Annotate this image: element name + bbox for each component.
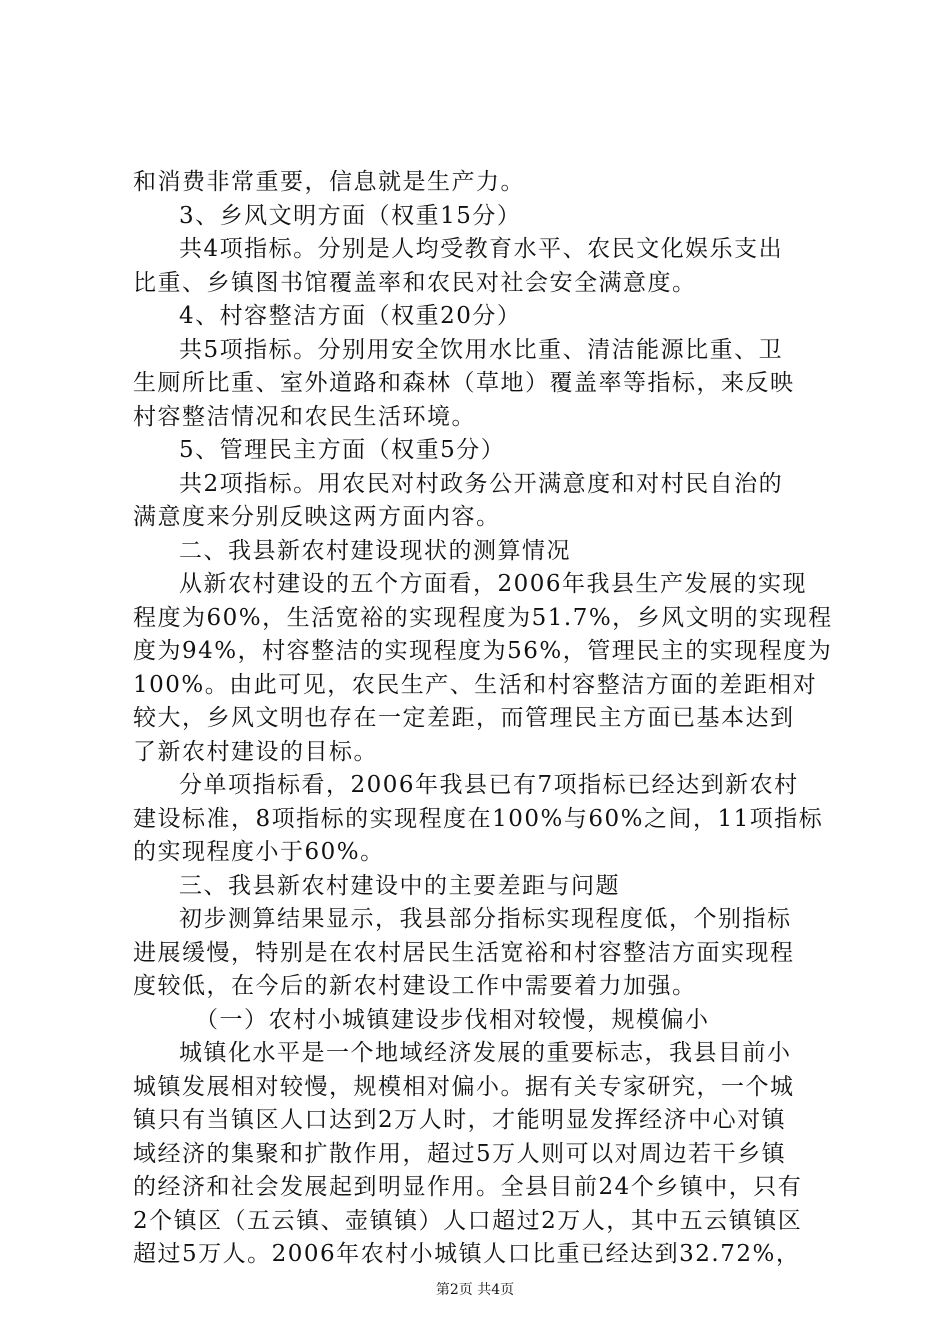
- text-line: 度较低，在今后的新农村建设工作中需要着力加强。: [133, 973, 697, 999]
- text-line: 镇只有当镇区人口达到2万人时，才能明显发挥经济中心对镇: [133, 1107, 787, 1133]
- text-line: （一）农村小城镇建设步伐相对较慢，规模偏小: [195, 1006, 710, 1033]
- text-line: 3、乡风文明方面（权重15分）: [179, 202, 522, 229]
- text-line: 共4项指标。分别是人均受教育水平、农民文化娱乐支出: [179, 236, 784, 262]
- text-line: 城镇发展相对较慢，规模相对偏小。据有关专家研究，一个城: [133, 1073, 795, 1100]
- text-line: 三、我县新农村建设中的主要差距与问题: [179, 872, 620, 899]
- text-line: 域经济的集聚和扩散作用，超过5万人则可以对周边若干乡镇: [133, 1140, 787, 1167]
- text-line: 较大，乡风文明也存在一定差距，而管理民主方面已基本达到: [133, 705, 795, 731]
- text-line: 和消费非常重要，信息就是生产力。: [133, 169, 525, 195]
- text-line: 的经济和社会发展起到明显作用。全县目前24个乡镇中，只有: [133, 1174, 803, 1200]
- text-line: 满意度来分别反映这两方面内容。: [133, 504, 501, 530]
- body-text: [133, 166, 833, 1272]
- text-line: 程度为60%，生活宽裕的实现程度为51.7%，乡风文明的实现程: [133, 604, 833, 631]
- text-line: 二、我县新农村建设现状的测算情况: [179, 537, 571, 564]
- text-line: 共2项指标。用农民对村政务公开满意度和对村民自治的: [179, 470, 784, 497]
- text-line: 100%。由此可见，农民生产、生活和村容整洁方面的差距相对: [133, 671, 818, 698]
- text-line: 超过5万人。2006年农村小城镇人口比重已经达到32.72%，: [133, 1241, 801, 1267]
- text-line: 度为94%，村容整洁的实现程度为56%，管理民主的实现程度为: [133, 638, 833, 664]
- page-footer: 第2页 共4页: [435, 1282, 515, 1298]
- text-line: 生厕所比重、室外道路和森林（草地）覆盖率等指标，来反映: [133, 370, 795, 396]
- text-line: 城镇化水平是一个地域经济发展的重要标志，我县目前小: [179, 1040, 792, 1066]
- text-line: 5、管理民主方面（权重5分）: [179, 437, 506, 463]
- text-line: 共5项指标。分别用安全饮用水比重、清洁能源比重、卫: [179, 336, 784, 363]
- text-line: 进展缓慢，特别是在农村居民生活宽裕和村容整洁方面实现程: [133, 939, 795, 966]
- text-line: 的实现程度小于60%。: [133, 839, 385, 865]
- text-line: 了新农村建设的目标。: [133, 738, 378, 765]
- text-line: 建设标准，8项指标的实现程度在100%与60%之间，11项指标: [133, 805, 824, 832]
- text-line: 初步测算结果显示，我县部分指标实现程度低，个别指标: [179, 906, 792, 932]
- text-line: 4、村容整洁方面（权重20分）: [179, 303, 522, 329]
- text-line: 2个镇区（五云镇、壶镇镇）人口超过2万人，其中五云镇镇区: [133, 1207, 803, 1234]
- text-line: 从新农村建设的五个方面看，2006年我县生产发展的实现: [179, 571, 808, 597]
- text-line: 比重、乡镇图书馆覆盖率和农民对社会安全满意度。: [133, 269, 697, 296]
- text-line: 分单项指标看，2006年我县已有7项指标已经达到新农村: [179, 772, 799, 798]
- text-line: 村容整洁情况和农民生活环境。: [133, 403, 476, 430]
